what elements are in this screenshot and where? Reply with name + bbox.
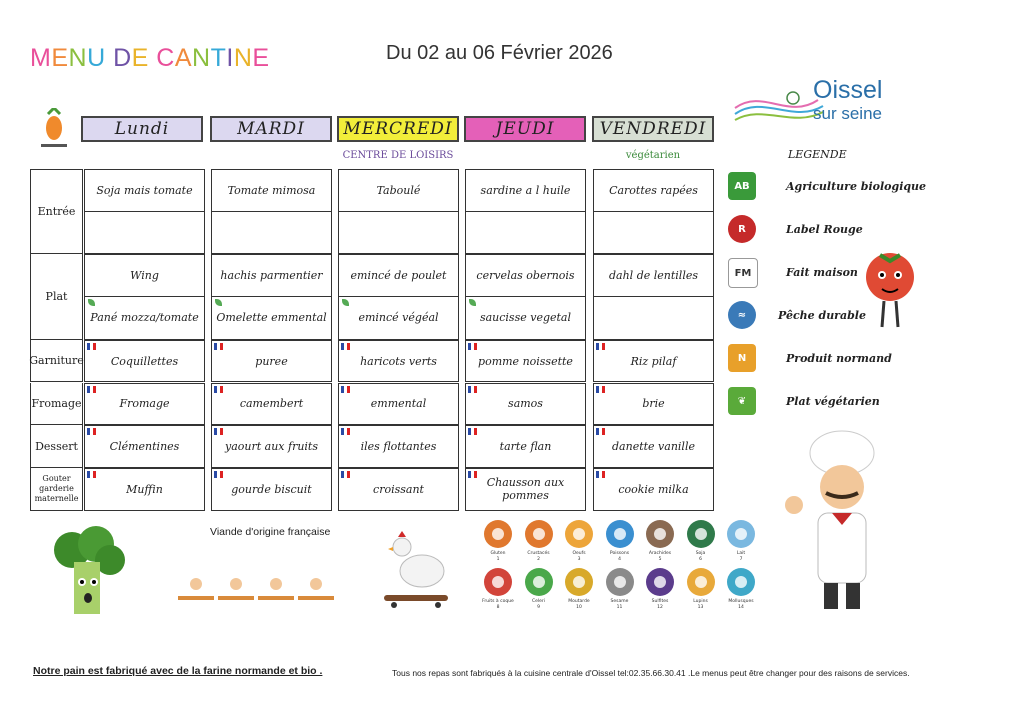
french-flag-icon — [341, 386, 350, 393]
menu-cell: brie — [593, 383, 714, 426]
title-letter: N — [233, 44, 253, 72]
legend-label: Label Rouge — [786, 223, 863, 236]
allergen-icon — [484, 568, 512, 596]
french-flag-icon — [214, 343, 223, 350]
allergen-number: 10 — [576, 605, 582, 610]
title-letter: D — [113, 44, 132, 72]
menu-cell: cookie milka — [593, 468, 714, 511]
menu-cell: Riz pilaf — [593, 340, 714, 383]
allergen-label: Soja — [695, 551, 706, 556]
title-letter — [149, 44, 156, 73]
french-flag-icon — [468, 343, 477, 350]
allergen-number: 11 — [616, 605, 623, 610]
allergen-label: Fruits à coque — [482, 599, 514, 604]
day-header-mercredi: MERCREDI — [337, 116, 459, 142]
allergen-number: 2 — [537, 557, 540, 562]
legend-label: Pêche durable — [778, 309, 866, 322]
normandie-icon: N — [728, 344, 756, 372]
menu-cell: Chausson aux pommes — [465, 468, 586, 511]
french-flag-icon — [341, 428, 350, 435]
menu-cell: camembert — [211, 383, 332, 426]
menu-cell — [338, 212, 459, 255]
french-flag-icon — [214, 386, 223, 393]
fait-maison-icon: FM — [728, 258, 758, 288]
title-letter: E — [131, 44, 149, 72]
menu-cell: cervelas obernois — [465, 254, 586, 297]
tomato-mascot-icon — [860, 247, 920, 335]
allergen-icon — [606, 568, 634, 596]
french-flag-icon — [596, 386, 605, 393]
allergen-label: Celeri — [531, 599, 546, 604]
menu-cell — [465, 212, 586, 255]
french-flag-icon — [596, 428, 605, 435]
legend-label: Plat végétarien — [786, 395, 880, 408]
menu-cell: croissant — [338, 468, 459, 511]
vegetarian-icon: ❦ — [728, 387, 756, 415]
title-letter: M — [30, 44, 52, 72]
legend-label: Produit normand — [786, 352, 892, 365]
allergen-label: Lait — [736, 551, 746, 556]
allergen-icon — [727, 520, 755, 548]
row-label: Fromage — [30, 383, 83, 426]
allergen-number: 7 — [739, 557, 743, 562]
menu-cell — [84, 212, 205, 255]
title-letter: E — [252, 44, 270, 72]
menu-cell — [593, 297, 714, 340]
vegetarian-leaf-icon — [469, 299, 476, 306]
french-flag-icon — [596, 343, 605, 350]
allergen-number: 6 — [699, 557, 702, 562]
row-label: Dessert — [30, 425, 83, 468]
allergen-icon — [525, 568, 553, 596]
french-flag-icon — [468, 471, 477, 478]
legend-label: Agriculture biologique — [786, 180, 927, 193]
menu-cell: Muffin — [84, 468, 205, 511]
french-flag-icon — [341, 343, 350, 350]
allergen-icon — [606, 520, 634, 548]
children-eating-icon — [176, 574, 336, 606]
menu-dates: Du 02 au 06 Février 2026 — [386, 42, 613, 64]
day-header-jeudi: JEUDI — [464, 116, 586, 142]
vegetarian-leaf-icon — [215, 299, 222, 306]
allergen-icon — [565, 568, 593, 596]
allergen-number: 5 — [658, 557, 662, 562]
oissel-logo — [733, 76, 908, 132]
allergen-icon — [565, 520, 593, 548]
menu-cell: yaourt aux fruits — [211, 425, 332, 468]
menu-cell: pomme noissette — [465, 340, 586, 383]
menu-cell: Taboulé — [338, 169, 459, 212]
allergen-icon — [646, 568, 674, 596]
footer-bread-note: Notre pain est fabriqué avec de la farine normande et bio . — [33, 665, 323, 677]
allergen-icon — [484, 520, 512, 548]
brand-name: Oissel — [813, 76, 883, 104]
allergen-label: Lupins — [693, 599, 708, 604]
allergen-label: Arachides — [648, 551, 672, 556]
menu-cell: saucisse vegetal — [465, 297, 586, 340]
title-letter: N — [68, 44, 88, 72]
menu-cell: danette vanille — [593, 425, 714, 468]
allergen-label: Sulfites — [651, 599, 669, 604]
menu-cell: tarte flan — [465, 425, 586, 468]
french-flag-icon — [87, 343, 96, 350]
allergen-icon — [646, 520, 674, 548]
day-subtitle: végétarien — [625, 150, 681, 161]
allergen-number: 8 — [496, 605, 500, 610]
allergen-number: 3 — [577, 557, 581, 562]
menu-cell: Soja mais tomate — [84, 169, 205, 212]
french-flag-icon — [468, 386, 477, 393]
vegetarian-leaf-icon — [88, 299, 95, 306]
allergen-label: Moutarde — [568, 599, 590, 604]
menu-cell: Fromage — [84, 383, 205, 426]
label-rouge-icon: R — [728, 215, 756, 243]
menu-cell: emincé végéal — [338, 297, 459, 340]
allergen-icon — [687, 568, 715, 596]
allergen-number: 14 — [738, 605, 744, 610]
peche-durable-icon: ≈ — [728, 301, 756, 329]
title-letter: I — [226, 44, 234, 72]
ab-organic-icon: AB — [728, 172, 756, 200]
french-flag-icon — [341, 471, 350, 478]
menu-cell: haricots verts — [338, 340, 459, 383]
allergen-number: 4 — [618, 557, 621, 562]
french-flag-icon — [214, 428, 223, 435]
menu-cell: iles flottantes — [338, 425, 459, 468]
menu-cell: emmental — [338, 383, 459, 426]
row-label: Garniture — [30, 340, 83, 383]
allergen-icon — [687, 520, 715, 548]
french-flag-icon — [87, 471, 96, 478]
menu-cell: dahl de lentilles — [593, 254, 714, 297]
french-flag-icon — [87, 428, 96, 435]
vegetarian-leaf-icon — [342, 299, 349, 306]
row-label: Entrée — [30, 169, 83, 254]
menu-cell: Pané mozza/tomate — [84, 297, 205, 340]
menu-cell: sardine a l huile — [465, 169, 586, 212]
title-letter — [106, 44, 113, 73]
allergen-icon — [727, 568, 755, 596]
allergen-icon — [525, 520, 553, 548]
menu-cell: emincé de poulet — [338, 254, 459, 297]
rooster-skater-icon — [380, 525, 456, 609]
french-flag-icon — [468, 428, 477, 435]
menu-cell: gourde biscuit — [211, 468, 332, 511]
allergen-number: 13 — [697, 605, 704, 610]
broccoli-mascot-icon — [44, 526, 130, 620]
day-header-lundi: Lundi — [81, 116, 203, 142]
menu-cell: Tomate mimosa — [211, 169, 332, 212]
chef-mascot-icon — [780, 425, 905, 615]
title-letter: E — [51, 44, 69, 72]
allergen-label: Sesame — [610, 599, 629, 604]
allergen-label: Poissons — [609, 551, 630, 556]
row-label: Plat — [30, 254, 83, 339]
allergen-label: Oeufs — [572, 551, 586, 556]
allergen-label: Mollusques — [728, 599, 754, 604]
title-letter: A — [174, 44, 193, 72]
french-flag-icon — [214, 471, 223, 478]
menu-cell: Wing — [84, 254, 205, 297]
legend-title: LEGENDE — [788, 148, 847, 161]
menu-title — [30, 44, 270, 73]
menu-cell: Carottes rapées — [593, 169, 714, 212]
allergen-label: Crustacés — [527, 551, 550, 556]
menu-cell: Coquillettes — [84, 340, 205, 383]
carrot-skater-icon — [38, 108, 70, 150]
menu-cell: Omelette emmental — [211, 297, 332, 340]
allergen-number: 1 — [496, 557, 500, 562]
day-subtitle: CENTRE DE LOISIRS — [342, 150, 454, 161]
menu-cell: Clémentines — [84, 425, 205, 468]
day-header-mardi: MARDI — [210, 116, 332, 142]
brand-tagline: sur seine — [813, 104, 882, 123]
french-flag-icon — [87, 386, 96, 393]
menu-cell: puree — [211, 340, 332, 383]
menu-cell: samos — [465, 383, 586, 426]
day-header-vendredi: VENDREDI — [592, 116, 714, 142]
viande-note: Viande d'origine française — [210, 526, 331, 538]
title-letter: C — [156, 44, 175, 72]
menu-cell — [593, 212, 714, 255]
menu-cell: hachis parmentier — [211, 254, 332, 297]
legend-label: Fait maison — [786, 266, 858, 279]
allergen-number: 12 — [657, 605, 663, 610]
row-label: Gouter garderie maternelle — [30, 468, 83, 511]
french-flag-icon — [596, 471, 605, 478]
title-letter: U — [87, 44, 106, 72]
allergen-label: Gluten — [490, 551, 506, 556]
title-letter: N — [192, 44, 211, 72]
title-letter: T — [210, 44, 227, 72]
footer-kitchen-note: Tous nos repas sont fabriqués à la cuisine centrale d'Oissel tel:02.35.66.30.41 .Le menus peut être changer pour des raisons de services. — [392, 668, 910, 678]
allergen-number: 9 — [537, 605, 540, 610]
menu-cell — [211, 212, 332, 255]
